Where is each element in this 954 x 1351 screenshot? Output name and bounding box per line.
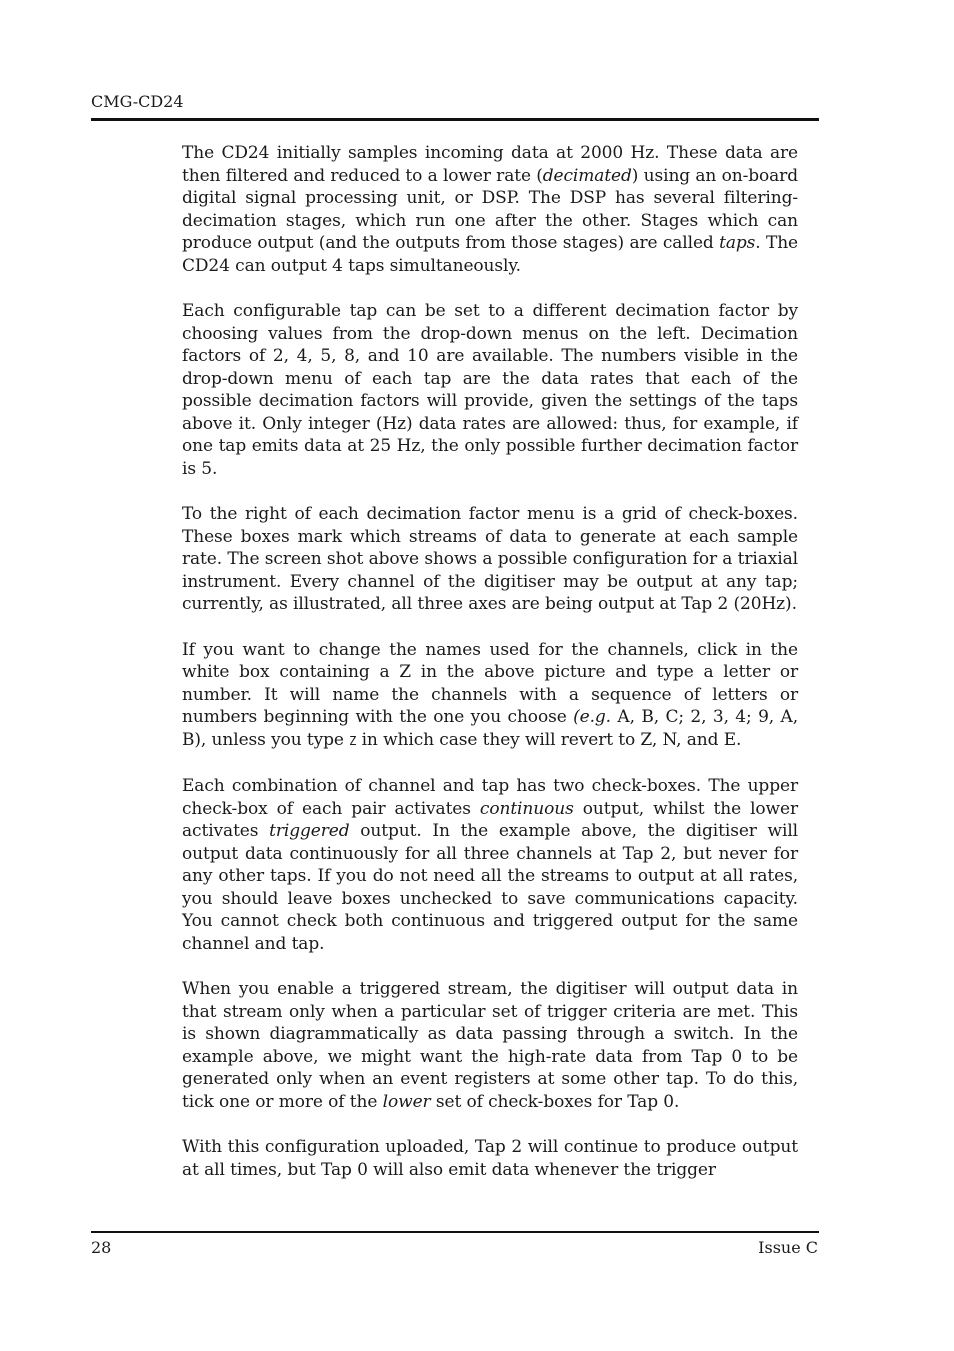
- code-z: Z: [349, 733, 357, 748]
- paragraph-4: [182, 639, 798, 753]
- footer-rule: [91, 1231, 819, 1233]
- text-run: output. In the example above, the digitiser will output data continuously for all three channels at Tap 2, but never for any other taps. If you do not need all the streams to output at all rates, you should leave boxes unchecked to save communications capacity. You cannot check both continuous and triggered output for the same channel and tap.: [182, 821, 799, 954]
- text-run: When you enable a triggered stream, the digitiser will output data in that stream only when a particular set of trigger criteria are met. This is shown diagrammatically as data passing through a switch. In the example above, we might want the high-rate data from Tap 0 to be generated only when an event registers at some other tap. To do this, tick one or more of the: [182, 979, 798, 1112]
- text-run: If you want to change the names used for the channels, click in the white box containing a Z in the above picture and type a letter or number. It will name the channels with a sequence of letters or numbers beginning with the one you choose: [182, 639, 798, 727]
- text-run: The CD24 initially samples incoming data at 2000 Hz. These data are then filtered and reduced to a lower rate (: [182, 143, 798, 186]
- paragraph-1: [182, 142, 798, 277]
- text-run: output, whilst the lower activates: [182, 798, 798, 841]
- issue-label: Issue C: [758, 1238, 818, 1257]
- text-run: set of check-boxes for Tap 0.: [430, 1091, 680, 1112]
- text-run: in which case they will revert to Z, N, and E.: [356, 729, 742, 750]
- text-run: Each combination of channel and tap has two check-boxes. The upper check-box of each pair activates: [182, 776, 798, 819]
- text-run: ) using an on-board digital signal processing unit, or DSP. The DSP has several filtering-decimation stages, which run one after the other. Stages which can produce output (and the outputs from those stages) are called: [182, 165, 798, 253]
- paragraph-2: Each configurable tap can be set to a different decimation factor by choosing values from the drop-down menus on the left. Decimation factors of 2, 4, 5, 8, and 10 are available. The numbers visible in the drop-down menu of each tap are the data rates that each of the possible decimation factors will provide, given the settings of the taps above it. Only integer (Hz) data rates are allowed: thus, for example, if one tap emits data at 25 Hz, the only possible further decimation factor is 5.: [182, 301, 798, 479]
- emphasis-triggered: triggered: [269, 821, 350, 841]
- page-number: 28: [91, 1238, 112, 1257]
- paragraph-3: To the right of each decimation factor menu is a grid of check-boxes. These boxes mark which streams of data to generate at each sample rate. The screen shot above shows a possible configuration for a triaxial instrument. Every channel of the digitiser may be output at any tap; currently, as illustrated, all three axes are being output at Tap 2 (20Hz).: [182, 504, 798, 614]
- body-text: [182, 142, 798, 1204]
- emphasis-decimated: decimated: [542, 165, 632, 186]
- text-run: . The CD24 can output 4 taps simultaneously.: [182, 233, 799, 276]
- paragraph-5: [182, 775, 798, 955]
- running-header: CMG-CD24: [91, 92, 184, 111]
- emphasis-lower: lower: [382, 1091, 431, 1112]
- emphasis-eg: (e.g.: [573, 707, 611, 727]
- paragraph-6: [182, 978, 798, 1113]
- emphasis-taps: taps: [719, 233, 756, 253]
- header-rule: [91, 118, 819, 121]
- emphasis-continuous: continuous: [479, 798, 574, 819]
- text-run: A, B, C; 2, 3, 4; 9, A, B), unless you type: [182, 707, 798, 750]
- paragraph-7: With this configuration uploaded, Tap 2 will continue to produce output at all times, but Tap 0 will also emit data whenever the trigger: [182, 1137, 798, 1180]
